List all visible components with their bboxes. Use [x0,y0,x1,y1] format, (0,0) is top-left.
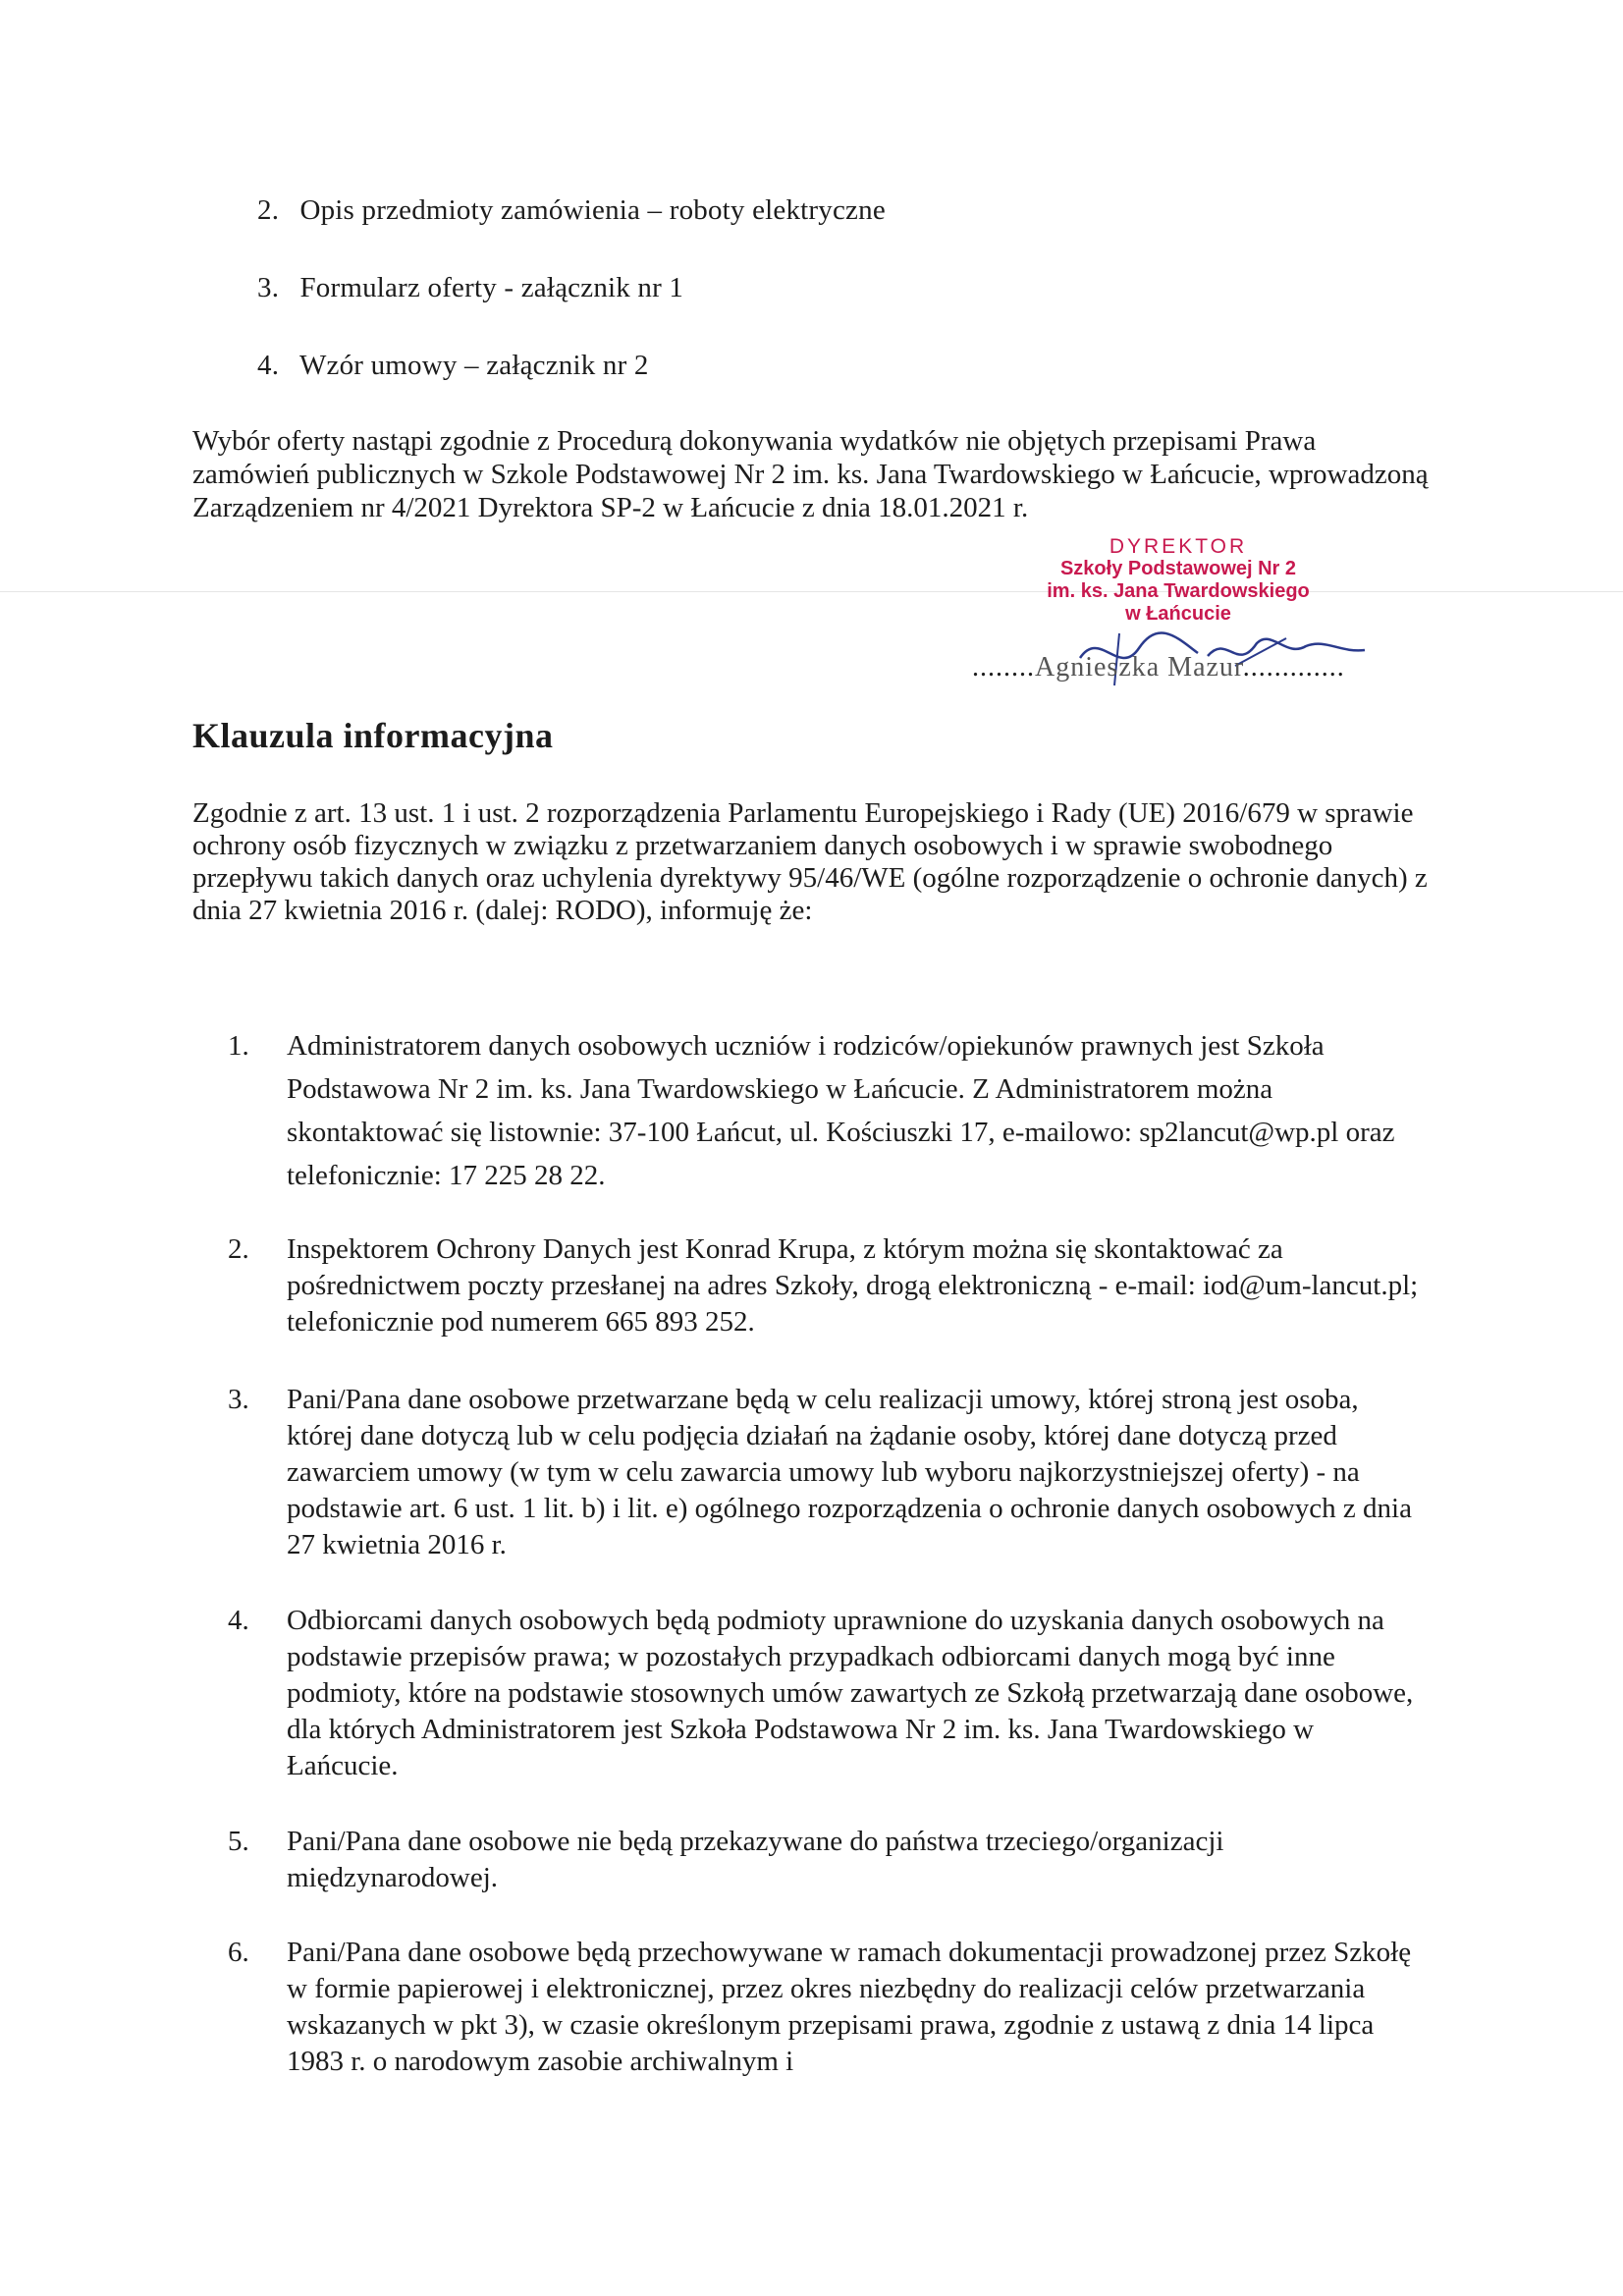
list-item-text: Inspektorem Ochrony Danych jest Konrad Krupa, z którym można się skontaktować za pośrednictwem poczty przesłanej na adres Szkoły, drogą elektroniczną - e-mail: iod@um-lancut.pl; telefonicznie pod numerem 665 893 252. [287,1233,1419,1338]
list-item [228,1935,1426,2080]
attachment-number: 3. [257,272,280,303]
list-item-number: 4. [228,1605,249,1636]
list-item-number: 1. [228,1030,249,1062]
list-item [228,1824,1426,1896]
list-item [228,1603,1426,1784]
list-item-text: Pani/Pana dane osobowe nie będą przekazywane do państwa trzeciego/organizacji międzynarodowej. [287,1826,1224,1893]
scan-artifact-line [0,591,1623,592]
stamp-line: Szkoły Podstawowej Nr 2 [1059,558,1297,579]
attachment-number: 2. [257,194,280,226]
list-item-number: 6. [228,1937,249,1968]
signature-dots-left: ........ [972,652,1035,683]
signature-dots-right: ............. [1242,652,1345,683]
director-stamp [982,535,1375,626]
list-item [228,1231,1426,1340]
attachment-text: Wzór umowy – załącznik nr 2 [298,350,649,381]
section-heading: Klauzula informacyjna [192,716,554,755]
list-item-number: 3. [228,1384,249,1415]
attachment-item [257,272,683,304]
attachment-item [257,350,649,382]
list-item-text: Administratorem danych osobowych uczniów i rodziców/opiekunów prawnych jest Szkoła Podstawowa Nr 2 im. ks. Jana Twardowskiego w Łańcucie. Z Administratorem można skontaktować się listownie: 37-100 Łańcut, ul. Kościuszki 17, e-mailowo: sp2lancut@wp.pl oraz telefonicznie: 17 225 28 22. [287,1030,1395,1191]
stamp-line: w Łańcucie [1125,603,1231,625]
attachment-number: 4. [257,350,280,381]
list-item-text: Odbiorcami danych osobowych będą podmioty uprawnione do uzyskania danych osobowych na podstawie przepisów prawa; w pozostałych przypadkach odbiorcami danych mogą być inne podmioty, które na podstawie stosownych umów zawartych ze Szkołą przetwarzają dane osobowe, dla których Administratorem jest Szkoła Podstawowa Nr 2 im. ks. Jana Twardowskiego w Łańcucie. [287,1605,1414,1781]
intro-paragraph: Zgodnie z art. 13 ust. 1 i ust. 2 rozporządzenia Parlamentu Europejskiego i Rady (UE) 2016/679 w sprawie ochrony osób fizycznych w związku z przetwarzaniem danych osobowych i w sprawie swobodnego przepływu takich danych oraz uchylenia dyrektywy 95/46/WE (ogólne rozporządzenie o ochronie danych) z dnia 27 kwietnia 2016 r. (dalej: RODO), informuję że: [192,797,1428,926]
list-item-number: 2. [228,1233,249,1265]
attachment-item [257,194,886,227]
signature-line [972,652,1345,683]
list-item [228,1382,1426,1563]
list-item-text: Pani/Pana dane osobowe będą przechowywane w ramach dokumentacji prowadzonej przez Szkołę w formie papierowej i elektronicznej, przez okres niezbędny do realizacji celów przetwarzania wskazanych w pkt 3), w czasie określonym przepisami prawa, zgodnie z ustawą z dnia 14 lipca 1983 r. o narodowym zasobie archiwalnym i [287,1937,1412,2077]
list-item [228,1024,1426,1197]
signature-name: Agnieszka Mazur [1035,652,1243,683]
list-item-text: Pani/Pana dane osobowe przetwarzane będą w celu realizacji umowy, której stroną jest osoba, której dane dotyczą lub w celu podjęcia działań na żądanie osoby, której dane dotyczą przed zawarciem umowy (w tym w celu zawarcia umowy lub wyboru najkorzystniejszej oferty) - na podstawie art. 6 ust. 1 lit. b) i lit. e) ogólnego rozporządzenia o ochronie danych osobowych z dnia 27 kwietnia 2016 r. [287,1384,1412,1560]
stamp-title: DYREKTOR [1109,535,1248,558]
stamp-line: im. ks. Jana Twardowskiego [1047,580,1310,602]
attachment-text: Opis przedmioty zamówienia – roboty elektryczne [299,194,886,226]
attachment-text: Formularz oferty - załącznik nr 1 [299,272,684,303]
procedure-paragraph: Wybór oferty nastąpi zgodnie z Procedurą dokonywania wydatków nie objętych przepisami Prawa zamówień publicznych w Szkole Podstawowej Nr 2 im. ks. Jana Twardowskiego w Łańcucie, wprowadzoną Zarządzeniem nr 4/2021 Dyrektora SP-2 w Łańcucie z dnia 18.01.2021 r. [192,425,1429,523]
list-item-number: 5. [228,1826,249,1857]
